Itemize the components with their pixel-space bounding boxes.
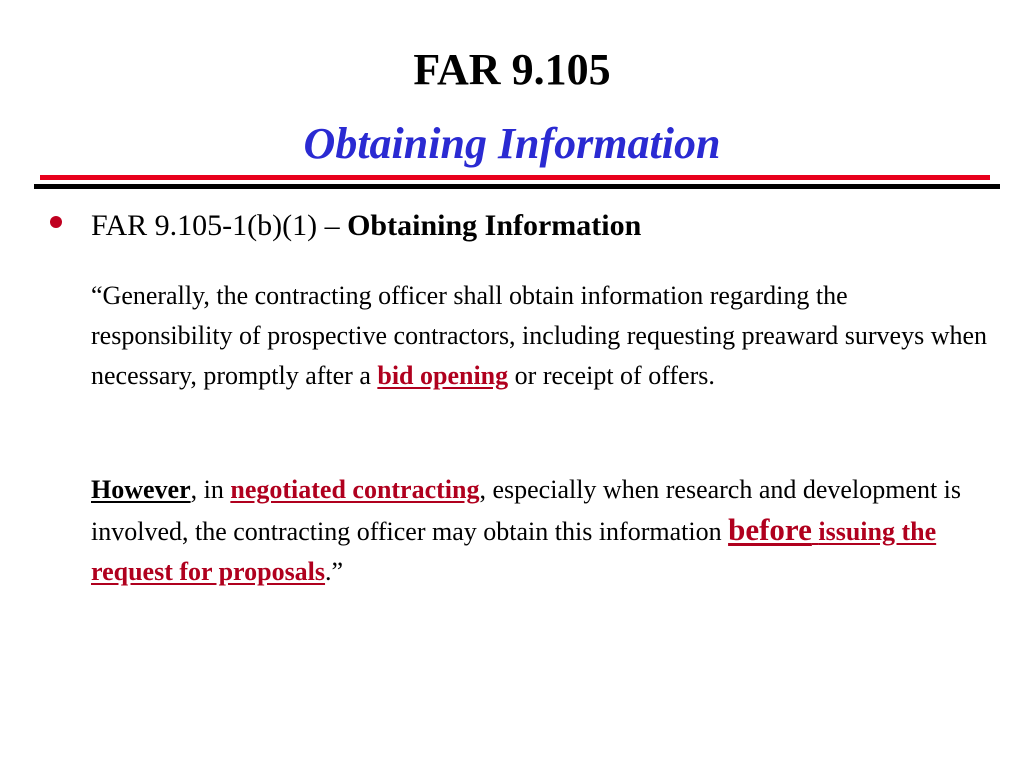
bid-opening-link[interactable]: bid opening — [377, 361, 509, 390]
negotiated-contracting-link[interactable]: negotiated contracting — [230, 475, 480, 504]
quote-paragraph-1 — [91, 276, 991, 396]
slide-subtitle: Obtaining Information — [303, 119, 721, 168]
paragraph2-text-b: , especially when research and development is involved, the contracting officer may obtain this information — [91, 475, 962, 546]
paragraph1-text-a: “Generally, the contracting officer shall obtain information regarding the responsibility of prospective contractors, including requesting preaward surveys when necessary, promptly after a — [91, 281, 988, 390]
issuing-rfp-link[interactable]: issuing the request for proposals — [91, 517, 937, 586]
slide-title: FAR 9.105 — [413, 45, 611, 94]
bullet-dot-icon — [50, 216, 62, 228]
bullet-prefix: FAR 9.105-1(b)(1) – — [91, 209, 348, 242]
paragraph1-text-b: or receipt of offers. — [508, 361, 715, 390]
paragraph2-text-a: , in — [190, 475, 231, 504]
before-link[interactable]: before — [728, 512, 812, 547]
bullet-bold-heading: Obtaining Information — [347, 209, 642, 242]
bullet-text — [91, 205, 641, 247]
title-divider-red — [40, 175, 990, 180]
however-emphasis: However — [91, 475, 191, 504]
paragraph2-text-end: .” — [325, 557, 344, 586]
quote-paragraph-2 — [91, 470, 991, 592]
title-divider-black — [34, 184, 1000, 189]
